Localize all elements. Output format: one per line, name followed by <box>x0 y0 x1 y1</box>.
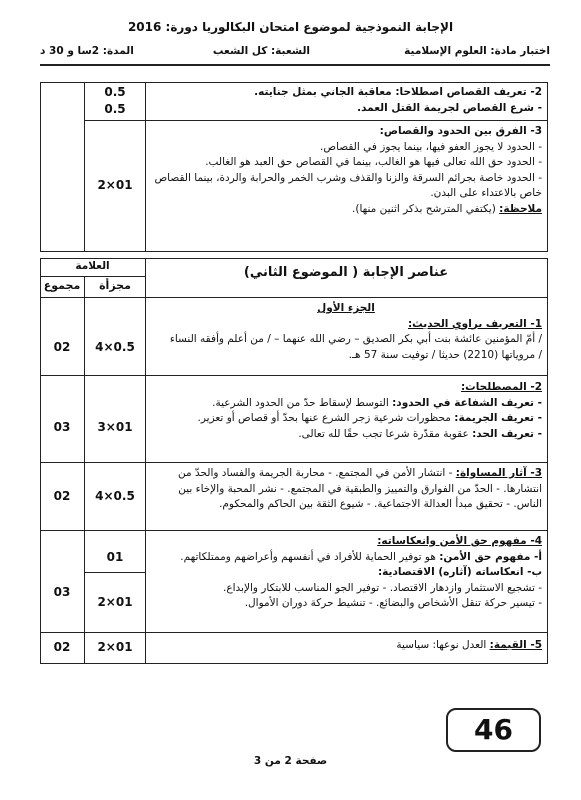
row3-heading: 3- آثار المساواة: <box>455 467 542 479</box>
top-table-col-divider-1 <box>84 82 85 252</box>
exam-info-row <box>40 45 550 61</box>
header-grade: العلامة <box>75 260 110 272</box>
header-answer-elements: عناصر الإجابة ( الموضوع الثاني) <box>243 265 449 280</box>
row-divider-1 <box>40 375 548 376</box>
top-row1-content <box>150 85 542 116</box>
row1-part: 4×0.5 <box>95 340 135 354</box>
top-row2-line3: - الحدود خاصة بجرائم السرقة والزنا والقذف وشرب الخمر والحرابة والردة، بينما القصاص <box>154 171 542 184</box>
row4-sub-a <box>150 550 542 566</box>
row1-content <box>150 301 542 363</box>
row3-part: 4×0.5 <box>95 489 135 503</box>
main-col-divider-total <box>84 276 85 664</box>
row4-sub-a-text: هو توفير الحماية للأفراد في أنفسهم وأعراضهم وممتلكاتهم. <box>180 550 440 563</box>
row4-part-a: 01 <box>106 550 124 564</box>
subject-label: اختبار مادة: العلوم الإسلامية <box>404 45 550 57</box>
main-header-divider <box>40 297 548 298</box>
row2-item2 <box>150 411 542 427</box>
row2-content <box>150 380 542 442</box>
page-number: صفحة 2 من 3 <box>253 755 328 767</box>
row2-item1 <box>150 396 542 412</box>
top-table-row-divider <box>84 120 548 121</box>
row-divider-3 <box>40 530 548 531</box>
row-divider-4 <box>40 632 548 633</box>
top-row2-line1: - الحدود لا يجوز العفو فيها، بينما يجوز في القصاص. <box>320 140 542 153</box>
row3-line2: الناس. - تحقيق مبدأ العدالة الاجتماعية. - شيوع الثقة بين الحاكم والمحكوم. <box>219 498 542 510</box>
header-total: مجموع <box>43 279 81 292</box>
row4-heading: 4- مفهوم حق الأمن وانعكاساته: <box>377 535 542 547</box>
row2-item2-label: - تعريف الجريمة: <box>454 412 542 424</box>
row5-total: 02 <box>53 640 71 654</box>
row1-line2: / مروياتها (2210) حديثا / توفيت سنة 57 هـ. <box>348 348 542 361</box>
page-badge: 46 <box>446 708 541 752</box>
row3-line0 <box>150 466 542 482</box>
row5-part: 2×01 <box>97 640 133 654</box>
top-row2-heading: 3- الفرق بين الحدود والقصاص: <box>379 125 542 137</box>
top-row1-line1: 2- تعريف القصاص اصطلاحا: معاقبة الجاني بمثل جنايته. <box>254 86 542 98</box>
row5-heading: 5- القيمة: <box>489 639 542 651</box>
row-divider-2 <box>40 462 548 463</box>
row2-item2-text: محظورات شرعية زجر الشرع عنها بحدّ أو قصاص أو تعزير. <box>197 412 455 424</box>
row2-item3-label: - تعريف الحد: <box>472 427 542 440</box>
row4-part-divider <box>84 572 145 573</box>
row4-part-b: 2×01 <box>97 595 133 609</box>
top-row2-content <box>150 124 542 217</box>
row1-heading: 1- التعريف براوي الحديث: <box>407 317 542 330</box>
row2-item1-label: - تعريف الشفاعة في الحدود: <box>392 396 542 409</box>
exam-title: الإجابة النموذجية لموضوع امتحان البكالوريا دورة: 2016 <box>127 20 454 34</box>
row1-line1: / أمّ المؤمنين عائشة بنت أبي بكر الصديق – رضي الله عنهما – / من أعلم وأفقه النساء <box>169 333 542 345</box>
row2-total: 03 <box>53 420 71 434</box>
top-row1-mark1: 0.5 <box>104 85 126 99</box>
top-row2-line4: خاص بالاعتداء على البدن. <box>430 187 542 199</box>
row3-total: 02 <box>53 489 71 503</box>
main-col-divider-answer <box>145 258 146 664</box>
row1-total: 02 <box>53 340 71 354</box>
row2-part: 3×01 <box>97 420 133 434</box>
row4-line2: - تيسير حركة تنقل الأشخاص والبضائع. - تنشيط حركة دوران الأموال. <box>244 597 542 609</box>
row4-sub-b-label: ب- انعكاساته (آثاره) الاقتصادية: <box>377 566 542 578</box>
row2-item1-text: التوسط لإسقاط حدّ من الحدود الشرعية. <box>212 396 393 409</box>
top-table-col-divider-2 <box>145 82 146 252</box>
row5-line <box>150 638 542 654</box>
branch-label: الشعبة: كل الشعب <box>212 45 310 57</box>
header-divider <box>40 64 550 66</box>
row4-content <box>150 534 542 612</box>
row5-content <box>150 638 542 654</box>
top-row2-mark: 2×01 <box>97 178 133 192</box>
top-row2-line2: - الحدود حق الله تعالى فيها هو الغالب، بينما في القصاص حق العبد هو الغالب. <box>205 156 542 168</box>
grade-header-divider <box>40 276 145 277</box>
note-text: (يكتفي المترشح بذكر اثنين منها). <box>352 202 500 215</box>
row4-sub-a-label: أ- مفهوم حق الأمن: <box>439 550 542 563</box>
duration-label: المدة: 2سا و 30 د <box>40 45 134 57</box>
row2-heading: 2- المصطلحات: <box>460 381 542 393</box>
row3-line1: انتشارها. - الحدّ من الفوارق والتمييز والطبقية في المجتمع. - نشر المحبة والإخاء بين <box>178 482 542 495</box>
header-part: مجزأة <box>99 279 131 292</box>
row2-item3 <box>150 427 542 443</box>
top-row2-note <box>150 202 542 218</box>
part-title: الجزء الأول <box>317 302 375 314</box>
row2-item3-text: عقوبة مقدّرة شرعا تجب حقًا لله تعالى. <box>298 427 473 440</box>
row3-content <box>150 466 542 513</box>
row5-text: العدل نوعها: سياسية <box>396 639 490 651</box>
row4-total: 03 <box>53 585 71 599</box>
row4-line1: - تشجيع الاستثمار وازدهار الاقتصاد. - توفير الجو المناسب للابتكار والإبداع. <box>223 581 542 594</box>
row3-line-first: - انتشار الأمن في المجتمع. - محاربة الجريمة والفساد والحدّ من <box>178 467 456 479</box>
top-row1-mark2: 0.5 <box>104 102 126 116</box>
top-row1-line2: - شرع القصاص لجريمة القتل العمد. <box>357 101 542 114</box>
note-label: ملاحظة: <box>499 202 542 215</box>
